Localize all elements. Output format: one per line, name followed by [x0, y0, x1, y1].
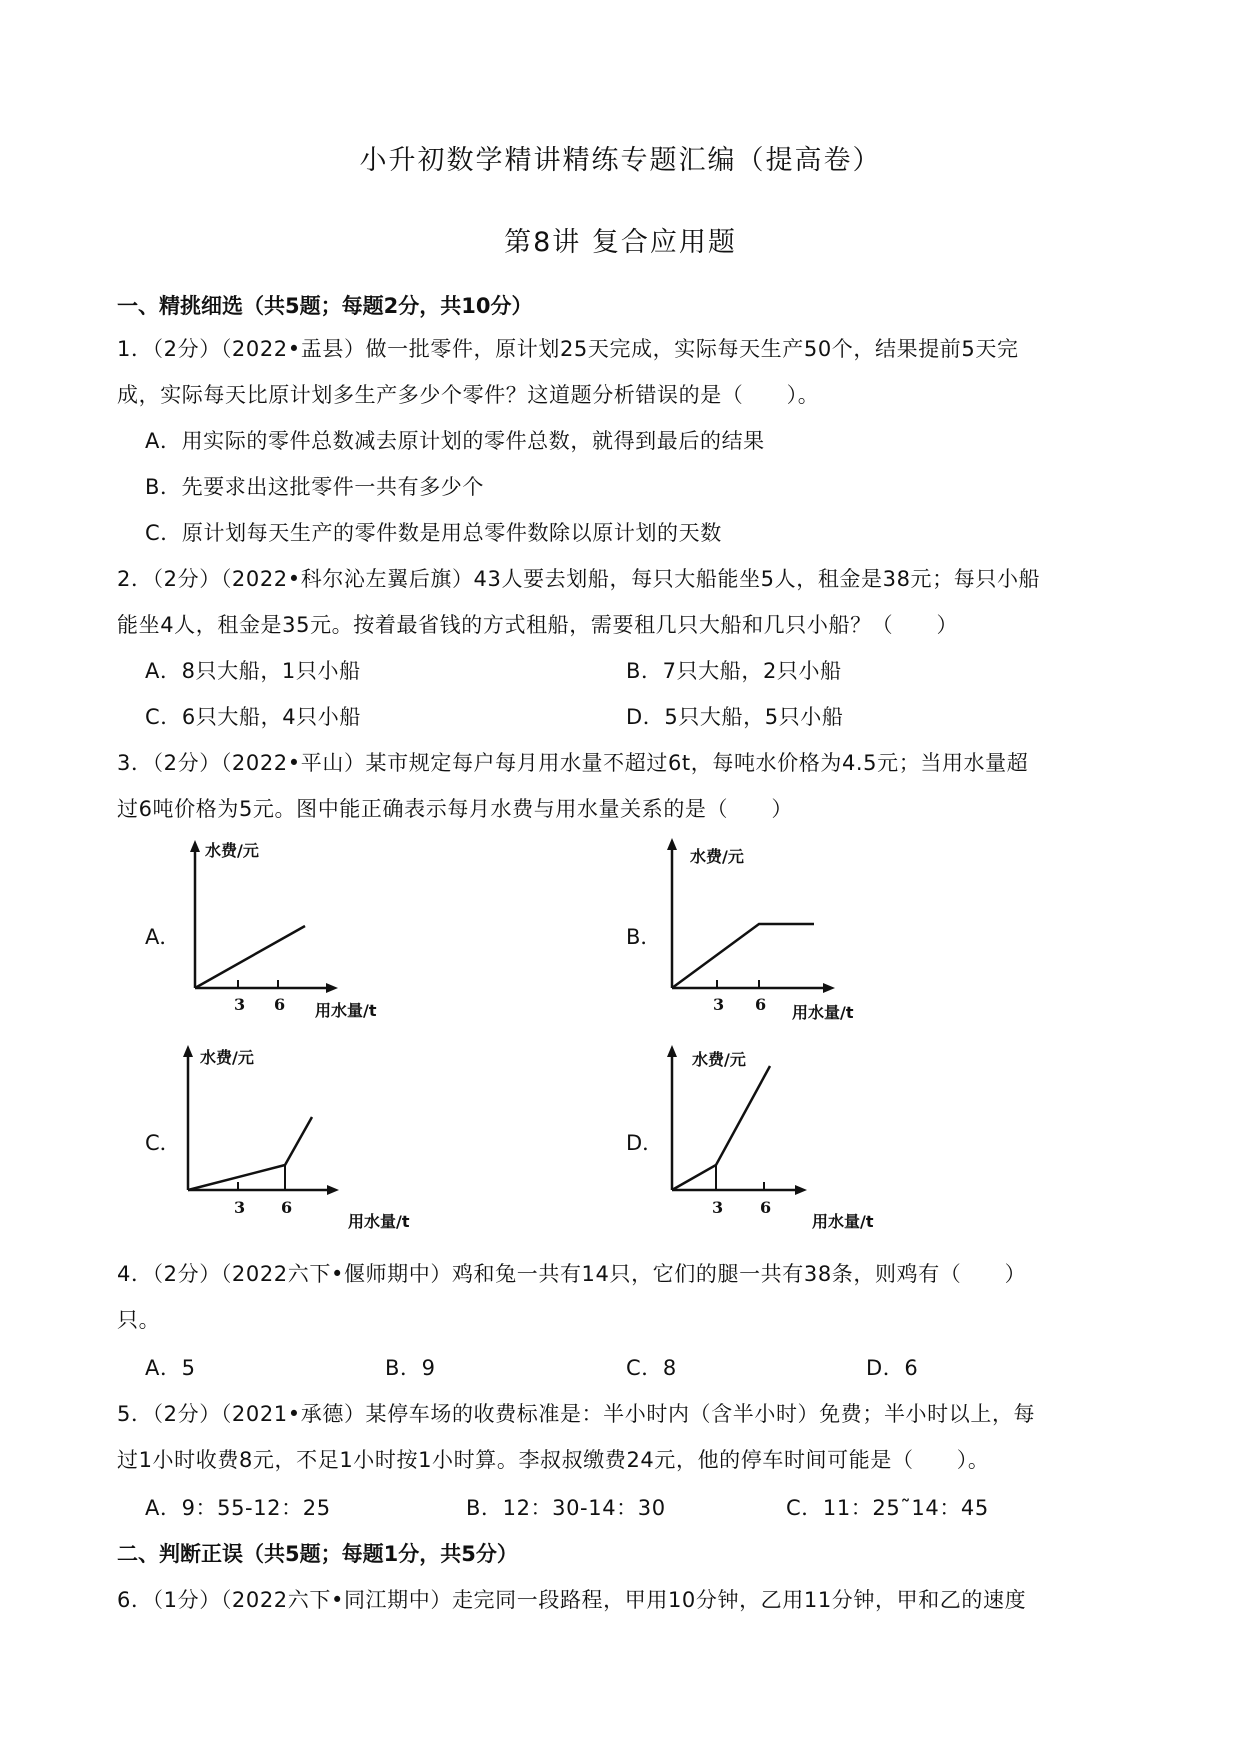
graph-d[interactable] [662, 1045, 902, 1230]
graph-d-tick-3: 3 [712, 1198, 724, 1217]
graph-a-tick-3: 3 [234, 995, 246, 1014]
question-5-option-c[interactable]: C．11：25˜14：45 [786, 1496, 989, 1520]
question-1-option-b[interactable]: B．先要求出这批零件一共有多少个 [145, 475, 485, 499]
question-5-option-b[interactable]: B．12：30-14：30 [466, 1496, 666, 1520]
graph-d-y-axis-label: 水费/元 [692, 1050, 746, 1069]
question-3-option-a-label[interactable]: A． [145, 925, 181, 949]
question-5-line-2: 过1小时收费8元，不足1小时按1小时算。李叔叔缴费24元，他的停车时间可能是（ ）。 [117, 1448, 990, 1472]
question-1-line-2: 成，实际每天比原计划多生产多少个零件？这道题分析错误的是（ ）。 [117, 383, 820, 407]
graph-a-tick-6: 6 [274, 995, 286, 1014]
question-3-line-1: 3．（2分）（2022•平山）某市规定每户每月用水量不超过6t，每吨水价格为4.5元；当用水量超 [117, 751, 1029, 775]
question-6-line-1: 6．（1分）（2022六下•同江期中）走完同一段路程，甲用10分钟，乙用11分钟，甲和乙的速度 [117, 1588, 1027, 1612]
question-3-line-2: 过6吨价格为5元。图中能正确表示每月水费与用水量关系的是（ ） [117, 797, 793, 821]
graph-b-tick-6: 6 [755, 995, 767, 1014]
question-2-option-b[interactable]: B．7只大船，2只小船 [626, 659, 842, 683]
question-1-line-1: 1．（2分）（2022•盂县）做一批零件，原计划25天完成，实际每天生产50个，结果提前5天完 [117, 337, 1019, 361]
question-3-option-d-label[interactable]: D． [626, 1131, 664, 1155]
question-1-option-c[interactable]: C．原计划每天生产的零件数是用总零件数除以原计划的天数 [145, 521, 722, 545]
question-4-line-1: 4．（2分）（2022六下•偃师期中）鸡和兔一共有14只，它们的腿一共有38条，则鸡有（ ） [117, 1262, 1027, 1286]
graph-c-tick-6: 6 [281, 1198, 293, 1217]
question-2-option-d[interactable]: D．5只大船，5只小船 [626, 705, 844, 729]
question-2-option-a[interactable]: A．8只大船，1只小船 [145, 659, 361, 683]
document-title: 小升初数学精讲精练专题汇编（提高卷） [359, 145, 882, 176]
graph-b-x-axis-label: 用水量/t [792, 1003, 854, 1022]
graph-a[interactable] [185, 840, 377, 1025]
question-2-line-1: 2．（2分）（2022•科尔沁左翼后旗）43人要去划船，每只大船能坐5人，租金是38元；每只小船 [117, 567, 1041, 591]
graph-d-tick-6: 6 [760, 1198, 772, 1217]
question-2-option-c[interactable]: C．6只大船，4只小船 [145, 705, 361, 729]
question-3-option-c-label[interactable]: C． [145, 1131, 181, 1155]
question-4-option-b[interactable]: B．9 [385, 1356, 436, 1380]
question-3-option-b-label[interactable]: B． [626, 925, 662, 949]
graph-d-x-axis-label: 用水量/t [812, 1212, 874, 1231]
question-5-line-1: 5．（2分）（2021•承德）某停车场的收费标准是：半小时内（含半小时）免费；半小时以上，每 [117, 1402, 1036, 1426]
graph-a-x-axis-label: 用水量/t [315, 1001, 377, 1020]
question-4-option-c[interactable]: C．8 [626, 1356, 677, 1380]
question-5-option-a[interactable]: A．9：55-12：25 [145, 1496, 331, 1520]
lesson-title: 第8讲 复合应用题 [504, 227, 737, 258]
graph-a-y-axis-label: 水费/元 [205, 841, 259, 860]
question-4-option-d[interactable]: D．6 [866, 1356, 919, 1380]
question-2-line-2: 能坐4人，租金是35元。按着最省钱的方式租船，需要租几只大船和几只小船？（ ） [117, 613, 959, 637]
question-4-option-a[interactable]: A．5 [145, 1356, 196, 1380]
graph-b-y-axis-label: 水费/元 [690, 847, 744, 866]
graph-c-tick-3: 3 [234, 1198, 246, 1217]
question-4-line-2: 只。 [117, 1308, 161, 1332]
graph-c[interactable] [178, 1045, 410, 1231]
section-heading-multiple-choice: 一、精挑细选（共5题；每题2分，共10分） [117, 294, 533, 318]
graph-c-y-axis-label: 水费/元 [200, 1048, 254, 1067]
question-1-option-a[interactable]: A．用实际的零件总数减去原计划的零件总数，就得到最后的结果 [145, 429, 765, 453]
graph-b-tick-3: 3 [713, 995, 725, 1014]
graph-c-x-axis-label: 用水量/t [348, 1212, 410, 1231]
graph-b[interactable] [662, 838, 862, 1028]
section-heading-true-false: 二、判断正误（共5题；每题1分，共5分） [117, 1542, 518, 1566]
